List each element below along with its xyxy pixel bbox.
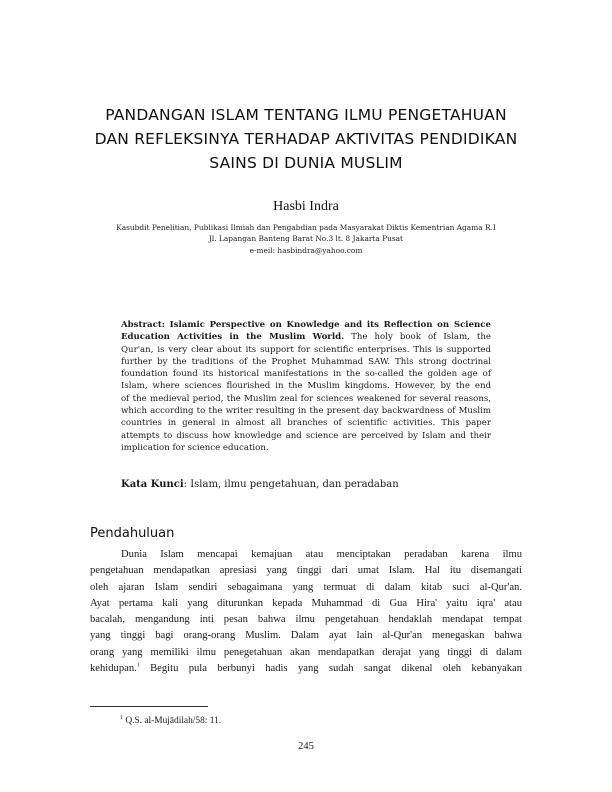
body-line: pengetahuan mendapatkan apresiasi yang tinggi dari umat Islam. Hal itu disemangati <box>90 565 522 577</box>
body-line: yang tinggi bagi orang-orang Muslim. Dalam ayat lain al-Qur'an menegaskan bahwa <box>90 630 522 642</box>
author-affiliation <box>60 222 552 256</box>
affiliation-line: Jl. Lapangan Banteng Barat No.3 lt. 8 Jakarta Pusat <box>208 234 404 244</box>
body-line: bacalah, mengandung inti pesan bahwa ilmu pengetahuan hendaklah mendapat tempat <box>90 614 522 626</box>
body-text <box>90 547 522 677</box>
author-name: Hasbi Indra <box>273 199 339 214</box>
abstract-text: The holy book of Islam, the <box>344 332 491 343</box>
section-heading: Pendahuluan <box>90 526 175 541</box>
body-text-part: Begitu pula berbunyi hadis yang sudah sangat dikenal oleh kebanyakan <box>139 663 522 675</box>
body-line <box>90 661 522 677</box>
body-text-part: kehidupan. <box>90 663 137 675</box>
keywords-value: : Islam, ilmu pengetahuan, dan peradaban <box>183 479 399 490</box>
footnote-text: Q.S. al-Mujādilah/58: 11. <box>123 716 222 726</box>
abstract-line: foundation found its historical manifestations in the so-called the golden age of <box>121 369 491 380</box>
article-title <box>60 103 552 175</box>
footnote-ref[interactable]: 1 <box>136 662 140 669</box>
abstract-line: Islam, where sciences flourished in the Muslim kingdoms. However, by the end <box>121 381 491 392</box>
affiliation-email: e-meil: hasbindra@yahoo.com <box>249 245 363 255</box>
keywords-label: Kata Kunci <box>121 479 184 490</box>
abstract-label-cont: Education Activities in the Muslim World. <box>121 332 345 343</box>
body-line: orang yang memiliki ilmu penegetahuan akan mendapatkan derajat yang tinggi di dalam <box>90 646 522 658</box>
page-number: 245 <box>298 741 314 752</box>
title-line: SAINS DI DUNIA MUSLIM <box>209 154 403 172</box>
affiliation-line: Kasubdit Penelitian, Publikasi Ilmiah dan Pengabdian pada Masyarakat Diktis Kementrian Agama R.I <box>116 223 496 232</box>
title-line: PANDANGAN ISLAM TENTANG ILMU PENGETAHUAN <box>105 106 507 124</box>
abstract-label: Abstract: Islamic Perspective on Knowledge and its Reflection on Science <box>121 320 491 330</box>
abstract <box>121 319 491 454</box>
abstract-line: of the medieval period, the Muslim zeal for sciences weakened for several reasons, <box>121 393 491 404</box>
abstract-line: countries in general in almost all branches of scientific activities. This paper <box>121 418 491 429</box>
footnote-number: 1 <box>120 714 123 721</box>
abstract-line <box>121 331 491 343</box>
abstract-line: attempts to discuss how knowledge and science are perceived by Islam and their <box>121 430 491 441</box>
footnote <box>120 716 221 726</box>
footnote-divider <box>90 706 208 707</box>
body-line: Ayat pertama kali yang diturunkan kepada Muhammad di Gua Hira' yaitu iqra' atau <box>90 597 522 609</box>
abstract-line: further by the traditions of the Prophet Muhammad SAW. This strong doctrinal <box>121 356 491 367</box>
abstract-line: implication for science education. <box>121 442 269 453</box>
keywords <box>121 479 399 490</box>
title-line: DAN REFLEKSINYA TERHADAP AKTIVITAS PENDIDIKAN <box>94 130 518 148</box>
abstract-line: which according to the writer resulting in the present day backwardness of Muslim <box>121 406 491 417</box>
body-line: Dunia Islam mencapai kemajuan atau menciptakan peradaban karena ilmu <box>121 549 522 560</box>
abstract-line <box>121 319 491 331</box>
body-line: oleh ajaran Islam sendiri sebagaimana yang termuat di dalam kitab suci al-Qur'an. <box>90 581 522 593</box>
abstract-line: Qur'an, is very clear about its support for scientific enterprises. This is supported <box>121 344 491 355</box>
